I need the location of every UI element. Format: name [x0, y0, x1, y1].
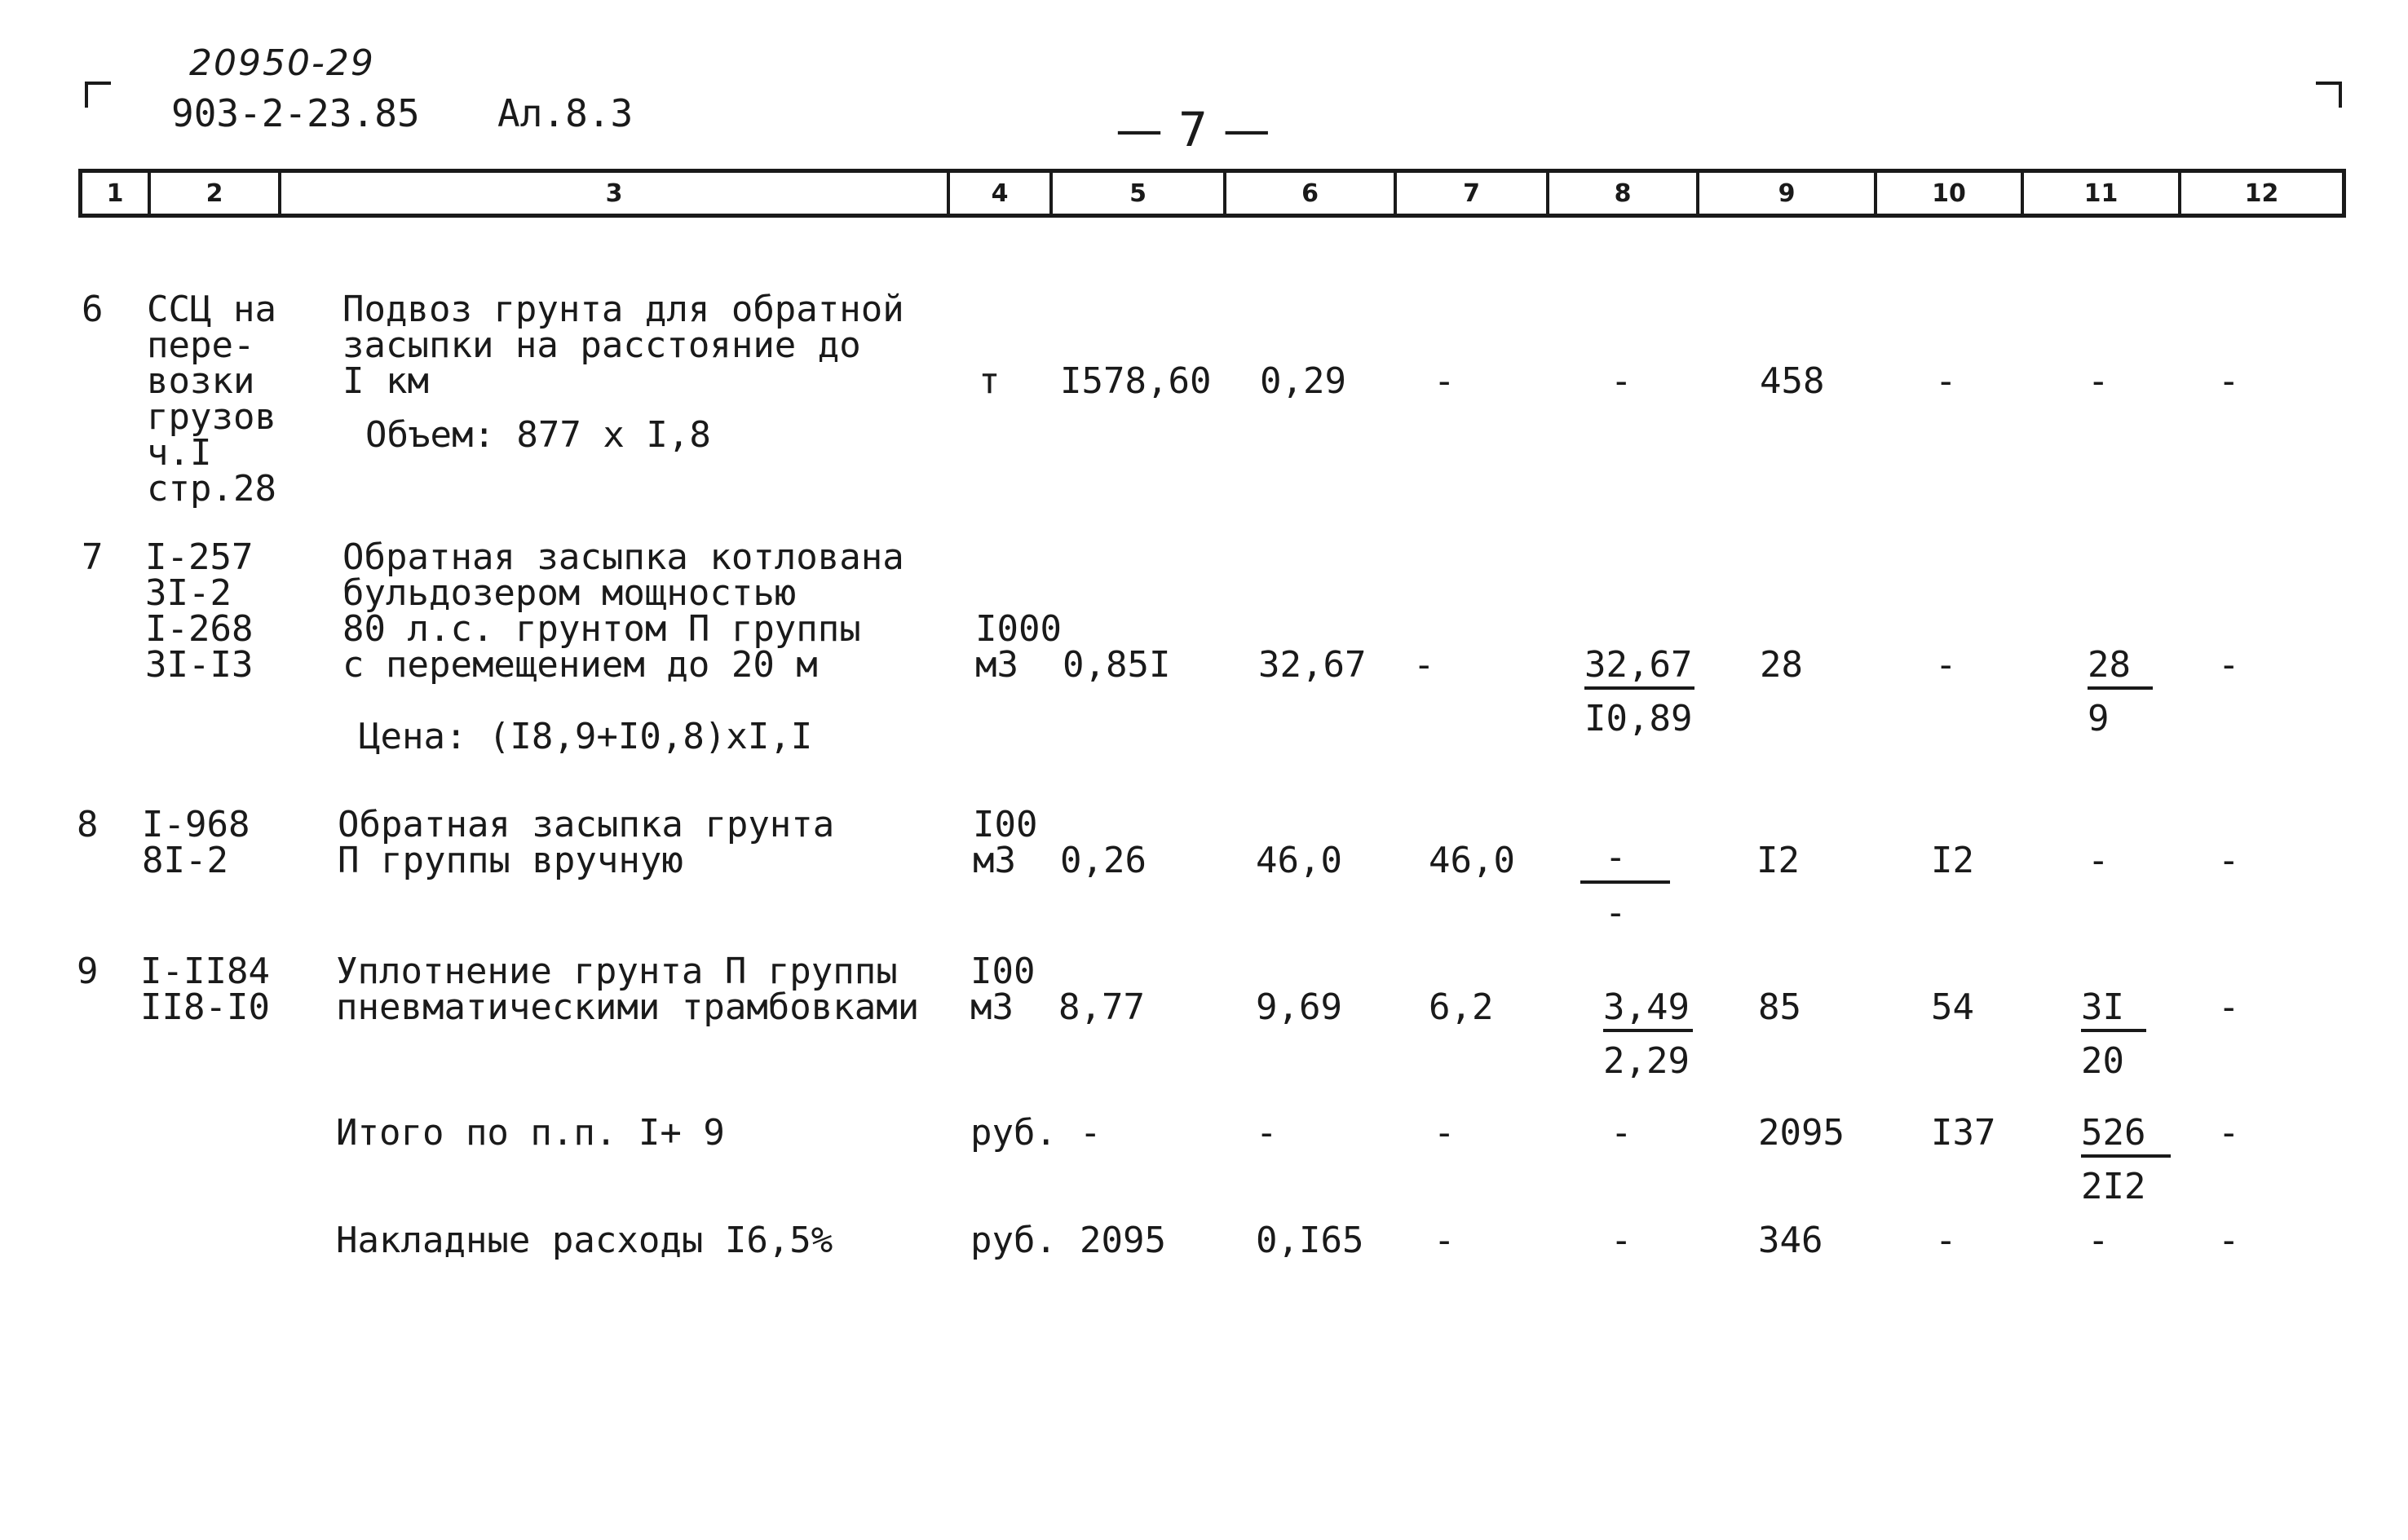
overhead-label: Накладные расходы I6,5%: [336, 1220, 833, 1261]
page-number: — 7 —: [1116, 102, 1270, 157]
unit-multiplier: I00: [973, 804, 1038, 845]
unit: м3: [970, 986, 1014, 1028]
col8-value-bottom: I0,89: [1584, 698, 1693, 739]
col7-value: -: [1434, 1220, 1456, 1261]
column-header: 1: [82, 173, 151, 214]
inventory-number: 20950-29: [189, 42, 375, 84]
column-header: 7: [1397, 173, 1549, 214]
unit-price: 9,69: [1256, 986, 1342, 1028]
column-header: 2: [151, 173, 281, 214]
fraction-line: [1580, 880, 1670, 884]
col7-value: 6,2: [1429, 986, 1494, 1028]
col7-value: 46,0: [1429, 840, 1515, 881]
col8-value-top: 3,49: [1603, 986, 1690, 1028]
work-description: Обратная засыпка грунта: [338, 804, 835, 845]
unit: т: [979, 360, 1001, 402]
work-description: П группы вручную: [338, 840, 683, 881]
total-cost: 458: [1760, 360, 1825, 402]
unit: руб.: [970, 1112, 1057, 1154]
col10-value: 54: [1931, 986, 1974, 1028]
col10-value: -: [1935, 644, 1957, 686]
work-description: 80 л.с. грунтом П группы: [342, 608, 861, 650]
norm-code: ССЦ на: [147, 289, 276, 330]
norm-code: I-II84: [140, 951, 270, 992]
col11-value-bottom: 9: [2088, 698, 2110, 739]
column-header: 6: [1226, 173, 1397, 214]
col8-value: -: [1610, 1112, 1633, 1154]
norm-code: 3I-2: [145, 572, 232, 614]
column-header: 4: [950, 173, 1053, 214]
unit-price: 46,0: [1256, 840, 1342, 881]
work-description: пневматическими трамбовками: [336, 986, 920, 1028]
col10-value: I2: [1931, 840, 1974, 881]
fraction-line: [1603, 1029, 1693, 1032]
norm-code: 8I-2: [142, 840, 228, 881]
column-header: 11: [2024, 173, 2181, 214]
col7-value: -: [1434, 1112, 1456, 1154]
col12-value: -: [2218, 1112, 2240, 1154]
col8-value-top: -: [1605, 836, 1627, 878]
total-cost: 85: [1758, 986, 1801, 1028]
col7-value: -: [1434, 360, 1456, 402]
unit: руб.: [970, 1220, 1057, 1261]
column-header-row: [78, 169, 2346, 218]
col11-value-top: 28: [2088, 644, 2131, 686]
unit-price: 32,67: [1258, 644, 1367, 686]
work-description: Подвоз грунта для обратной: [342, 289, 904, 330]
column-header: 10: [1877, 173, 2024, 214]
project-code: 903-2-23.85: [171, 91, 420, 135]
row-number: 6: [82, 289, 104, 330]
col8-value: -: [1610, 1220, 1633, 1261]
work-description: Обратная засыпка котлована: [342, 536, 904, 578]
col12-value: -: [2218, 1220, 2240, 1261]
col8-value-bottom: -: [1605, 892, 1627, 933]
work-description: засыпки на расстояние до: [342, 324, 861, 366]
quantity: -: [1080, 1112, 1102, 1154]
norm-code: II8-I0: [140, 986, 270, 1028]
unit: м3: [973, 840, 1016, 881]
fraction-line: [1584, 686, 1694, 690]
unit-price: 0,I65: [1256, 1220, 1364, 1261]
col7-value: -: [1413, 644, 1435, 686]
col12-value: -: [2218, 360, 2240, 402]
total-cost: 28: [1760, 644, 1803, 686]
col11-value-bottom: 2I2: [2081, 1166, 2146, 1207]
col10-value: -: [1935, 1220, 1957, 1261]
col11-value: -: [2088, 840, 2110, 881]
column-header: 5: [1053, 173, 1226, 214]
work-description: с перемещением до 20 м: [342, 644, 818, 686]
column-header: 9: [1699, 173, 1877, 214]
col8-value: -: [1610, 360, 1633, 402]
fraction-line: [2081, 1154, 2171, 1158]
calculation-note: Объем: 877 x I,8: [365, 414, 711, 456]
col10-value: I37: [1931, 1112, 1996, 1154]
corner-mark-top-right: [2316, 82, 2342, 108]
column-header: 3: [281, 173, 950, 214]
quantity: 2095: [1080, 1220, 1166, 1261]
work-description: Уплотнение грунта П группы: [336, 951, 898, 992]
norm-code: возки: [147, 360, 255, 402]
work-description: бульдозером мощностью: [342, 572, 797, 614]
norm-code: стр.28: [147, 468, 276, 510]
quantity: I578,60: [1060, 360, 1212, 402]
row-number: 7: [82, 536, 104, 578]
norm-code: I-968: [142, 804, 250, 845]
totals-label: Итого по п.п. I+ 9: [336, 1112, 725, 1154]
fraction-line: [2088, 686, 2153, 690]
album-label: Ал.8.3: [497, 91, 634, 135]
col12-value: -: [2218, 644, 2240, 686]
col11-value: -: [2088, 360, 2110, 402]
column-header: 8: [1549, 173, 1699, 214]
col10-value: -: [1935, 360, 1957, 402]
col12-value: -: [2218, 840, 2240, 881]
unit-multiplier: I00: [970, 951, 1036, 992]
col11-value-top: 526: [2081, 1112, 2146, 1154]
column-header: 12: [2244, 179, 2279, 208]
unit-price: -: [1256, 1112, 1278, 1154]
col8-value-bottom: 2,29: [1603, 1040, 1690, 1082]
norm-code: 3I-I3: [145, 644, 254, 686]
row-number: 9: [77, 951, 99, 992]
total-cost: I2: [1756, 840, 1800, 881]
col11-value-bottom: 20: [2081, 1040, 2124, 1082]
unit-multiplier: I000: [975, 608, 1062, 650]
col11-value: -: [2088, 1220, 2110, 1261]
col12-value: -: [2218, 986, 2240, 1028]
col8-value-top: 32,67: [1584, 644, 1693, 686]
work-description: I км: [342, 360, 429, 402]
norm-code: I-268: [145, 608, 254, 650]
norm-code: I-257: [145, 536, 254, 578]
quantity: 0,26: [1060, 840, 1147, 881]
quantity: 8,77: [1058, 986, 1145, 1028]
fraction-line: [2081, 1029, 2146, 1032]
norm-code: грузов: [147, 396, 276, 438]
unit-price: 0,29: [1260, 360, 1346, 402]
corner-mark-top-left: [85, 82, 111, 108]
norm-code: пере-: [147, 324, 255, 366]
col11-value-top: 3I: [2081, 986, 2124, 1028]
norm-code: ч.I: [147, 432, 212, 474]
calculation-note: Цена: (I8,9+I0,8)xI,I: [359, 716, 813, 757]
total-cost: 2095: [1758, 1112, 1845, 1154]
unit: м3: [975, 644, 1018, 686]
row-number: 8: [77, 804, 99, 845]
quantity: 0,85I: [1063, 644, 1171, 686]
total-cost: 346: [1758, 1220, 1823, 1261]
